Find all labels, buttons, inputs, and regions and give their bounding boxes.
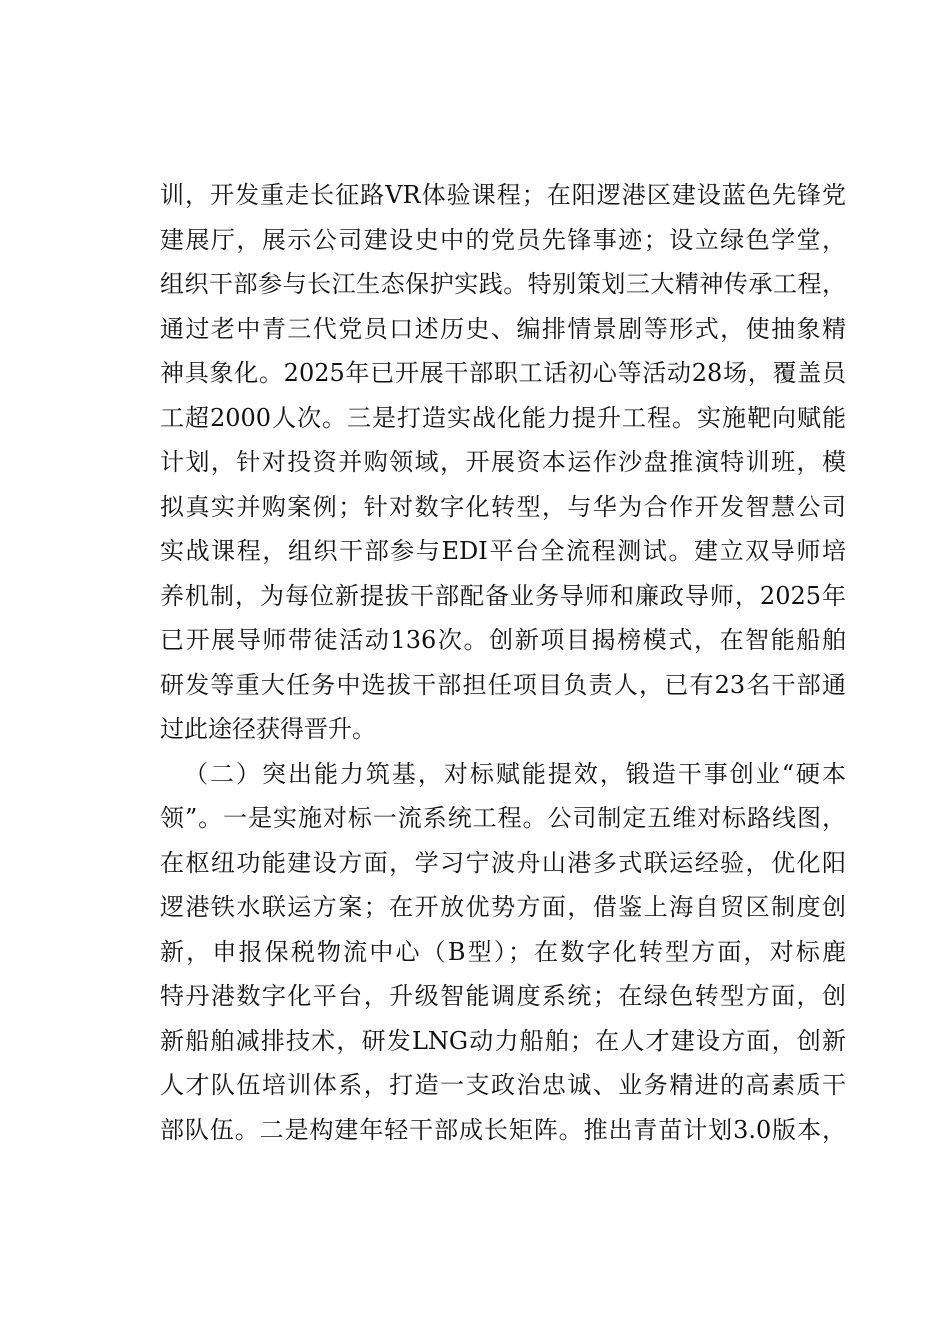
text-line: 组织干部参与长江生态保护实践。特别策划三大精神传承工程，	[160, 270, 846, 298]
text-line: 逻港铁水联运方案；在开放优势方面，借鉴上海自贸区制度创	[160, 893, 846, 921]
text-line: 新船舶减排技术，研发LNG动力船舶；在人才建设方面，创新	[160, 1026, 846, 1055]
text-line: 在枢纽功能建设方面，学习宁波舟山港多式联运经验，优化阳	[160, 848, 846, 877]
text-line: 计划，针对投资并购领域，开展资本运作沙盘推演特训班，模	[160, 448, 846, 476]
text-line: 新，申报保税物流中心（B型）；在数字化转型方面，对标鹿	[160, 937, 846, 966]
text-line: 人才队伍培训体系，打造一支政治忠诚、业务精进的高素质干	[160, 1071, 846, 1099]
paragraph	[160, 752, 846, 1153]
text-line: 养机制，为每位新提拔干部配备业务导师和廉政导师，2025年	[160, 581, 846, 610]
text-line: 部队伍。二是构建年轻干部成长矩阵。推出青苗计划3.0版本，	[160, 1115, 846, 1144]
text-line: 过此途径获得晋升。	[160, 715, 376, 743]
text-line: 领”。一是实施对标一流系统工程。公司制定五维对标路线图，	[160, 804, 846, 832]
text-line: （二）突出能力筑基，对标赋能提效，锻造干事创业“硬本	[184, 759, 846, 788]
text-line: 实战课程，组织干部参与EDI平台全流程测试。建立双导师培	[160, 537, 846, 565]
text-line: 建展厅，展示公司建设史中的党员先锋事迹；设立绿色学堂，	[160, 225, 846, 254]
text-line: 特丹港数字化平台，升级智能调度系统；在绿色转型方面，创	[160, 982, 846, 1010]
text-line: 训，开发重走长征路VR体验课程；在阳逻港区建设蓝色先锋党	[160, 181, 846, 209]
text-line: 已开展导师带徒活动136次。创新项目揭榜模式，在智能船舶	[160, 626, 846, 654]
text-line: 神具象化。2025年已开展干部职工话初心等活动28场，覆盖员	[160, 359, 846, 387]
text-line: 拟真实并购案例；针对数字化转型，与华为合作开发智慧公司	[160, 492, 846, 521]
document-body	[160, 173, 846, 1152]
text-line: 工超2000人次。三是打造实战化能力提升工程。实施靶向赋能	[160, 403, 846, 432]
paragraph	[160, 173, 846, 752]
text-line: 研发等重大任务中选拔干部担任项目负责人，已有23名干部通	[160, 670, 846, 699]
text-line: 通过老中青三代党员口述历史、编排情景剧等形式，使抽象精	[160, 314, 846, 343]
